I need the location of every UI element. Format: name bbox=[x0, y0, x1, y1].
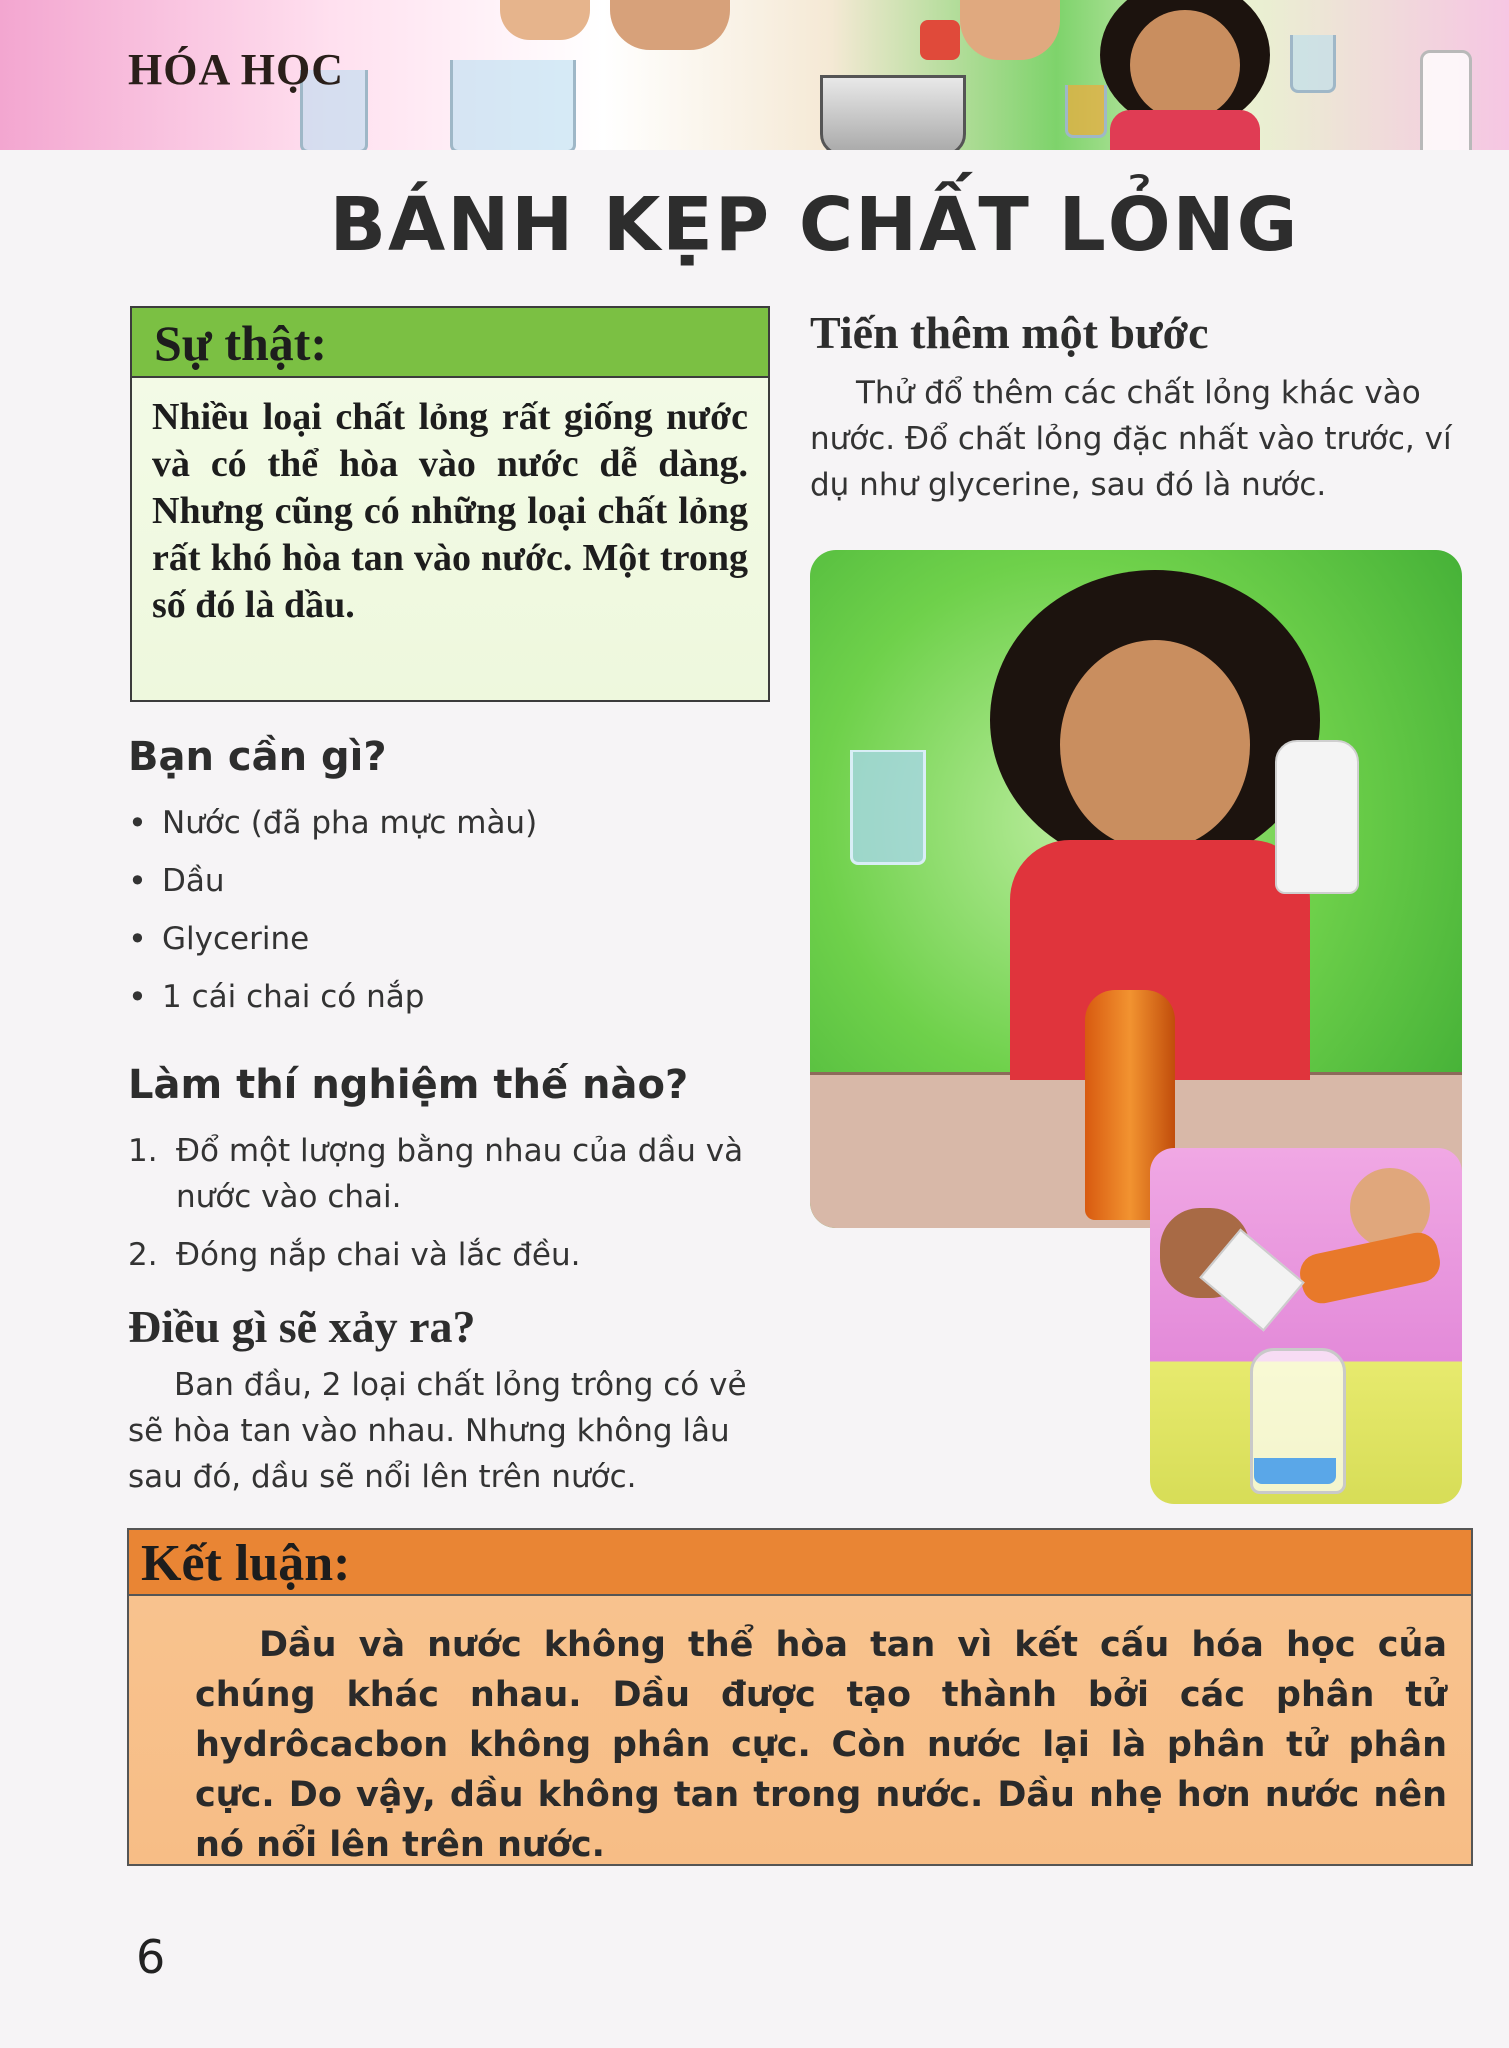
materials-list bbox=[128, 800, 537, 1032]
conclusion-header bbox=[129, 1530, 1471, 1596]
further-text: Thử đổ thêm các chất lỏng khác vào nước. Đổ chất lỏng đặc nhất vào trước, ví dụ như glycerine, sau đó là nước. bbox=[810, 375, 1452, 503]
hand-illustration bbox=[610, 0, 730, 50]
pouring-illustration bbox=[1150, 1148, 1462, 1504]
girl-face-illustration bbox=[1060, 640, 1250, 850]
materials-heading: Bạn cần gì? bbox=[128, 734, 387, 780]
further-heading: Tiến thêm một bước bbox=[810, 307, 1209, 358]
fact-text: Nhiều loại chất lỏng rất giống nước và có thể hòa vào nước dễ dàng. Nhưng cũng có những loại chất lỏng rất khó hòa tan vào nước. Một trong số đó là dầu. bbox=[152, 396, 748, 626]
glass-illustration bbox=[450, 60, 576, 150]
conclusion-text: Dầu và nước không thể hòa tan vì kết cấu hóa học của chúng khác nhau. Dầu được tạo thành bởi các phân tử hydrôcacbon không phân cực. Còn nước lại là phân tử phân cực. Do vậy, dầu không tan trong nước. Dầu nhẹ hơn nước nên nó nổi lên trên nước. bbox=[195, 1625, 1447, 1865]
glass-illustration bbox=[1065, 85, 1107, 138]
girl-dress-illustration bbox=[1110, 110, 1260, 150]
method-steps bbox=[128, 1128, 768, 1290]
bottle-illustration bbox=[1420, 50, 1472, 150]
conclusion-box bbox=[127, 1528, 1473, 1866]
header-banner bbox=[0, 0, 1509, 150]
method-heading: Làm thí nghiệm thế nào? bbox=[128, 1062, 689, 1108]
list-item: • Dầu bbox=[128, 858, 537, 916]
step-number: 1. bbox=[128, 1133, 158, 1169]
step-number: 2. bbox=[128, 1237, 158, 1273]
list-item bbox=[128, 1232, 768, 1278]
fact-header bbox=[132, 308, 768, 378]
page-title: BÁNH KẸP CHẤT LỎNG bbox=[329, 182, 1300, 268]
list-item bbox=[128, 1128, 768, 1220]
pot-illustration bbox=[820, 75, 966, 150]
step-text: Đổ một lượng bằng nhau của dầu và nước vào chai. bbox=[176, 1133, 744, 1215]
bottle-illustration bbox=[920, 20, 960, 60]
girl-illustration bbox=[810, 550, 1462, 1228]
glass-illustration bbox=[1290, 35, 1336, 93]
list-item: • Nước (đã pha mực màu) bbox=[128, 800, 537, 858]
hand-illustration bbox=[500, 0, 590, 40]
list-item: • Glycerine bbox=[128, 916, 537, 974]
girl-face-illustration bbox=[1130, 10, 1240, 120]
conclusion-heading: Kết luận: bbox=[141, 1535, 351, 1592]
fact-box bbox=[130, 306, 770, 702]
water-glass-illustration bbox=[850, 750, 926, 865]
section-label: HÓA HỌC bbox=[128, 45, 345, 94]
page-number: 6 bbox=[136, 1930, 166, 1984]
list-item: • 1 cái chai có nắp bbox=[128, 974, 537, 1032]
fact-heading: Sự thật: bbox=[154, 315, 328, 371]
hand-illustration bbox=[960, 0, 1060, 60]
step-text: Đóng nắp chai và lắc đều. bbox=[176, 1237, 581, 1273]
result-heading: Điều gì sẽ xảy ra? bbox=[128, 1301, 476, 1352]
result-text: Ban đầu, 2 loại chất lỏng trông có vẻ sẽ hòa tan vào nhau. Nhưng không lâu sau đó, dầu sẽ nổi lên trên nước. bbox=[128, 1367, 747, 1495]
glycerine-bottle-illustration bbox=[1275, 740, 1359, 894]
liquid-illustration bbox=[1254, 1458, 1336, 1484]
